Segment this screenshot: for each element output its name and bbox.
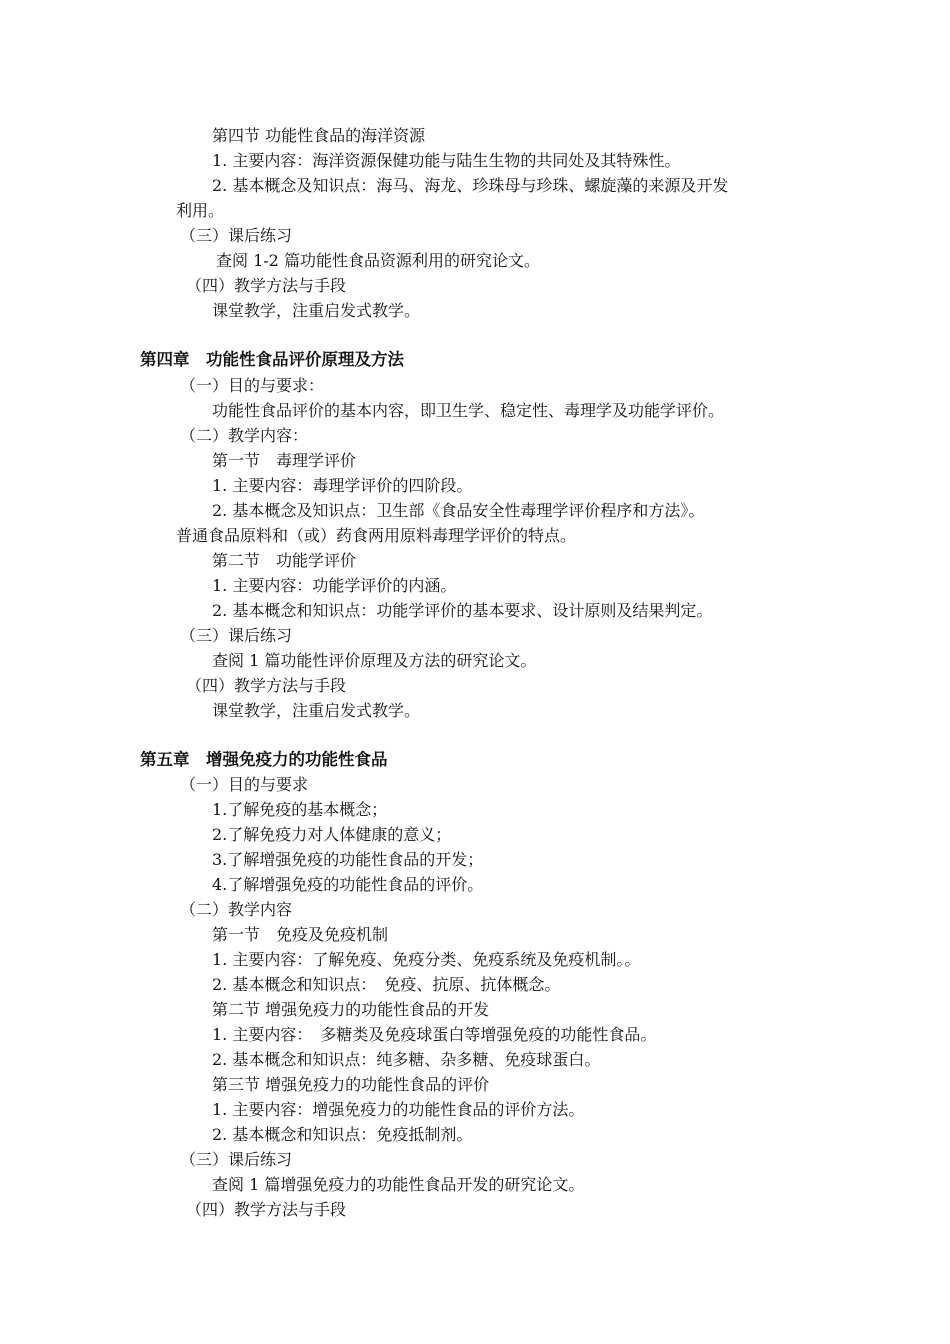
subheading: （一）目的与要求: [180, 775, 309, 794]
list-item: 2. 基本概念和知识点：功能学评价的基本要求、设计原则及结果判定。: [212, 601, 713, 620]
list-item: 1. 主要内容：毒理学评价的四阶段。: [212, 476, 473, 495]
subheading: （三）课后练习: [180, 1150, 293, 1169]
paragraph: 查阅 1 篇增强免疫力的功能性食品开发的研究论文。: [212, 1175, 585, 1194]
subheading: （一）目的与要求：: [180, 376, 325, 395]
section-title: 第三节 增强免疫力的功能性食品的评价: [212, 1075, 490, 1094]
section-title: 第一节 免疫及免疫机制: [212, 925, 389, 944]
list-item: 2. 基本概念和知识点：免疫抵制剂。: [212, 1125, 473, 1144]
subheading: （四）教学方法与手段: [186, 276, 347, 295]
list-item: 2. 基本概念和知识点： 免疫、抗原、抗体概念。: [212, 975, 561, 994]
subheading: （三）课后练习: [180, 226, 293, 245]
subheading: （三）课后练习: [180, 626, 293, 645]
section-title: 第一节 毒理学评价: [212, 451, 357, 470]
paragraph: 课堂教学，注重启发式教学。: [212, 701, 421, 720]
subheading: （二）教学内容: [180, 900, 293, 919]
paragraph: 查阅 1 篇功能性评价原理及方法的研究论文。: [212, 651, 537, 670]
subheading: （二）教学内容：: [180, 426, 309, 445]
paragraph: 功能性食品评价的基本内容，即卫生学、稳定性、毒理学及功能学评价。: [212, 401, 725, 420]
list-item: 2. 基本概念和知识点：纯多糖、杂多糖、免疫球蛋白。: [212, 1050, 601, 1069]
list-item: 2.了解免疫力对人体健康的意义；: [212, 825, 452, 844]
chapter-heading: 第五章 增强免疫力的功能性食品: [140, 750, 388, 769]
paragraph: 查阅 1-2 篇功能性食品资源利用的研究论文。: [216, 251, 540, 270]
list-item: 1. 主要内容：了解免疫、免疫分类、免疫系统及免疫机制。。: [212, 950, 641, 969]
paragraph: 课堂教学，注重启发式教学。: [212, 301, 421, 320]
section-title: 第四节 功能性食品的海洋资源: [212, 126, 426, 145]
paragraph-continuation: 普通食品原料和（或）药食两用原料毒理学评价的特点。: [176, 526, 577, 545]
subheading: （四）教学方法与手段: [186, 1200, 347, 1219]
subheading: （四）教学方法与手段: [186, 676, 347, 695]
list-item: 1. 主要内容： 多糖类及免疫球蛋白等增强免疫的功能性食品。: [212, 1025, 657, 1044]
section-title: 第二节 增强免疫力的功能性食品的开发: [212, 1000, 490, 1019]
list-item: 2. 基本概念及知识点：卫生部《食品安全性毒理学评价程序和方法》。: [212, 501, 705, 520]
list-item: 1. 主要内容：增强免疫力的功能性食品的评价方法。: [212, 1100, 585, 1119]
list-item: 1.了解免疫的基本概念；: [212, 800, 388, 819]
chapter-heading: 第四章 功能性食品评价原理及方法: [140, 350, 404, 369]
section-title: 第二节 功能学评价: [212, 551, 357, 570]
list-item: 3.了解增强免疫的功能性食品的开发；: [212, 850, 484, 869]
paragraph-continuation: 利用。: [176, 201, 225, 220]
list-item: 1. 主要内容：海洋资源保健功能与陆生生物的共同处及其特殊性。: [212, 151, 681, 170]
list-item: 1. 主要内容：功能学评价的内涵。: [212, 576, 457, 595]
list-item: 2. 基本概念及知识点：海马、海龙、珍珠母与珍珠、螺旋藻的来源及开发: [212, 176, 729, 195]
list-item: 4.了解增强免疫的功能性食品的评价。: [212, 875, 484, 894]
